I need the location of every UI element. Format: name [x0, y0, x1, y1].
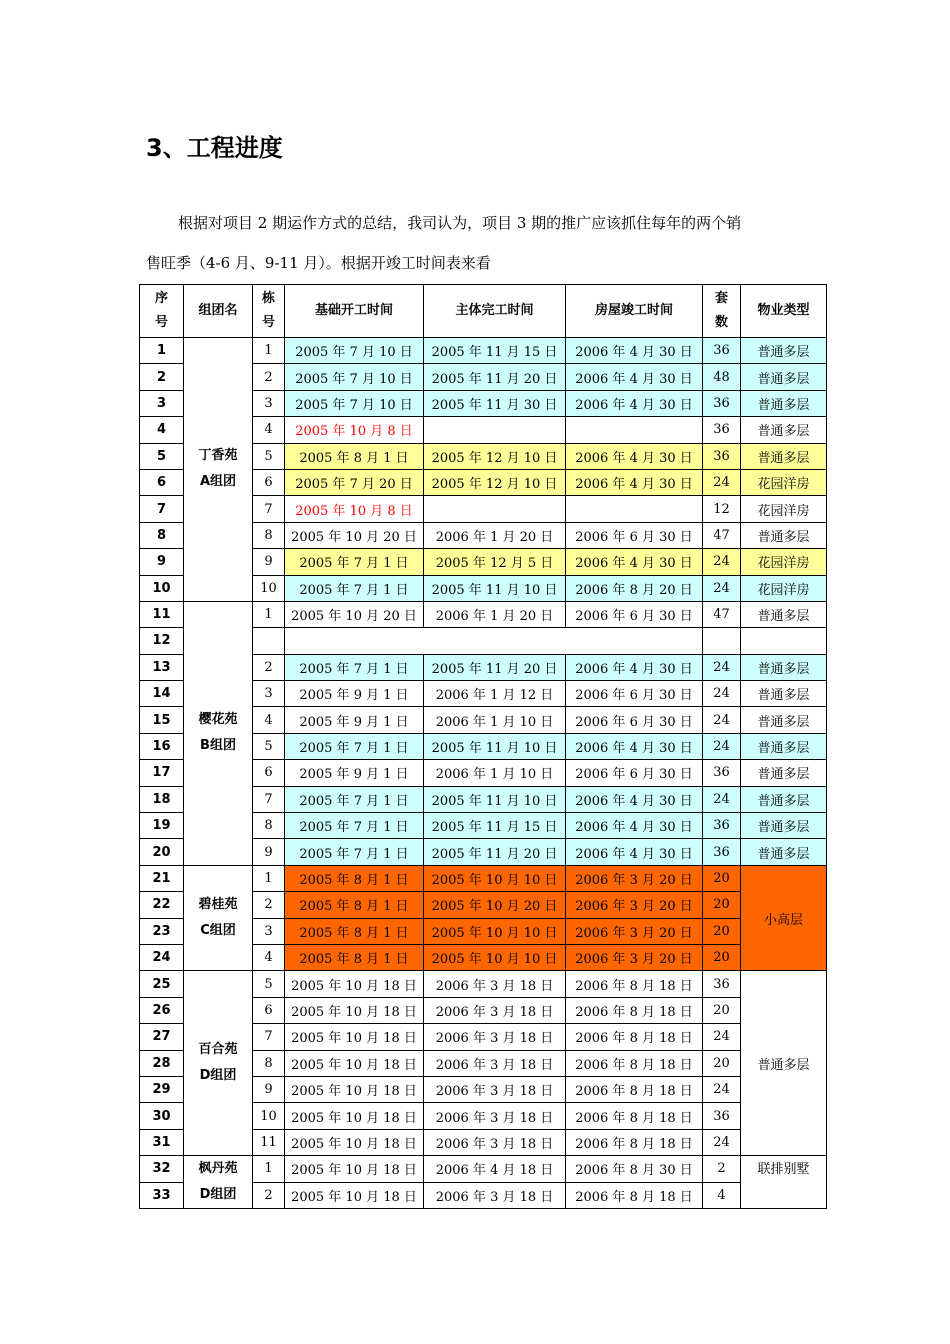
row-building: 9	[253, 1076, 285, 1102]
row-property-type: 普通多层	[741, 443, 827, 469]
row-foundation-date: 2005 年 10 月 20 日	[285, 522, 424, 548]
row-property-type: 普通多层	[741, 338, 827, 364]
row-units: 24	[703, 1129, 741, 1155]
row-building: 4	[253, 707, 285, 733]
row-structure-date: 2005 年 11 月 20 日	[424, 654, 566, 680]
row-building	[253, 628, 285, 654]
table-body	[140, 338, 827, 1209]
row-building: 2	[253, 892, 285, 918]
row-seq: 27	[140, 1024, 184, 1050]
row-units	[703, 628, 741, 654]
row-property-type: 普通多层	[741, 364, 827, 390]
row-units: 36	[703, 813, 741, 839]
row-foundation-date: 2005 年 10 月 18 日	[285, 997, 424, 1023]
row-units: 48	[703, 364, 741, 390]
row-units: 36	[703, 971, 741, 997]
row-foundation-date: 2005 年 10 月 18 日	[285, 1103, 424, 1129]
row-structure-date: 2006 年 4 月 18 日	[424, 1156, 566, 1183]
group-name: 丁香苑 A组团	[184, 338, 253, 602]
row-seq: 33	[140, 1182, 184, 1209]
row-structure-date: 2006 年 3 月 18 日	[424, 1182, 566, 1209]
row-building: 3	[253, 390, 285, 416]
row-units: 36	[703, 338, 741, 364]
row-seq: 11	[140, 601, 184, 627]
row-units: 36	[703, 417, 741, 443]
row-seq: 14	[140, 681, 184, 707]
row-foundation-date: 2005 年 10 月 18 日	[285, 1050, 424, 1076]
row-seq: 28	[140, 1050, 184, 1076]
table-row	[140, 338, 827, 364]
row-completion-date: 2006 年 4 月 30 日	[566, 549, 703, 575]
row-property-type: 普通多层	[741, 733, 827, 759]
row-foundation-date: 2005 年 10 月 18 日	[285, 1182, 424, 1209]
row-seq: 16	[140, 733, 184, 759]
row-completion-date	[566, 417, 703, 443]
row-building: 8	[253, 1050, 285, 1076]
row-building: 5	[253, 443, 285, 469]
row-completion-date: 2006 年 6 月 30 日	[566, 681, 703, 707]
row-units: 20	[703, 918, 741, 944]
row-foundation-date: 2005 年 10 月 18 日	[285, 1129, 424, 1155]
row-structure-date: 2006 年 1 月 12 日	[424, 681, 566, 707]
row-foundation-date: 2005 年 10 月 20 日	[285, 601, 424, 627]
row-foundation-date: 2005 年 7 月 10 日	[285, 390, 424, 416]
row-units: 24	[703, 549, 741, 575]
row-building: 10	[253, 1103, 285, 1129]
row-structure-date: 2005 年 11 月 15 日	[424, 813, 566, 839]
header-property-type: 物业类型	[741, 285, 827, 338]
table-header-row	[140, 285, 827, 338]
row-foundation-date: 2005 年 10 月 8 日	[285, 417, 424, 443]
row-units: 36	[703, 390, 741, 416]
row-units: 20	[703, 892, 741, 918]
row-structure-date: 2006 年 1 月 10 日	[424, 760, 566, 786]
row-building: 3	[253, 681, 285, 707]
row-units: 2	[703, 1156, 741, 1183]
row-seq: 19	[140, 813, 184, 839]
row-structure-date	[424, 417, 566, 443]
row-structure-date: 2005 年 11 月 30 日	[424, 390, 566, 416]
table-row	[140, 1156, 827, 1183]
row-building: 11	[253, 1129, 285, 1155]
row-seq: 1	[140, 338, 184, 364]
row-structure-date: 2006 年 3 月 18 日	[424, 971, 566, 997]
row-building: 3	[253, 918, 285, 944]
row-completion-date: 2006 年 4 月 30 日	[566, 813, 703, 839]
header-units: 套 数	[703, 285, 741, 338]
row-completion-date: 2006 年 3 月 20 日	[566, 918, 703, 944]
row-property-type: 普通多层	[741, 813, 827, 839]
header-completion: 房屋竣工时间	[566, 285, 703, 338]
row-building: 1	[253, 865, 285, 891]
row-structure-date: 2005 年 12 月 10 日	[424, 469, 566, 495]
row-foundation-date: 2005 年 9 月 1 日	[285, 760, 424, 786]
row-foundation-date: 2005 年 7 月 10 日	[285, 338, 424, 364]
row-property-type: 联排别墅	[741, 1156, 827, 1209]
row-completion-date: 2006 年 4 月 30 日	[566, 469, 703, 495]
row-structure-date: 2005 年 11 月 10 日	[424, 733, 566, 759]
row-structure-date: 2005 年 11 月 20 日	[424, 364, 566, 390]
table-row	[140, 971, 827, 997]
row-foundation-date: 2005 年 7 月 1 日	[285, 654, 424, 680]
row-structure-date: 2006 年 3 月 18 日	[424, 1076, 566, 1102]
row-structure-date: 2005 年 12 月 10 日	[424, 443, 566, 469]
row-building: 6	[253, 760, 285, 786]
row-seq: 32	[140, 1156, 184, 1183]
header-foundation: 基础开工时间	[285, 285, 424, 338]
row-units: 24	[703, 469, 741, 495]
row-completion-date	[566, 496, 703, 522]
header-group: 组团名	[184, 285, 253, 338]
row-structure-date: 2005 年 11 月 10 日	[424, 575, 566, 601]
row-units: 36	[703, 443, 741, 469]
row-seq: 25	[140, 971, 184, 997]
row-units: 36	[703, 1103, 741, 1129]
header-structure: 主体完工时间	[424, 285, 566, 338]
section-title: 3、工程进度	[146, 134, 283, 162]
row-seq: 17	[140, 760, 184, 786]
row-building: 1	[253, 338, 285, 364]
header-seq: 序 号	[140, 285, 184, 338]
row-seq: 24	[140, 944, 184, 970]
row-units: 24	[703, 681, 741, 707]
row-completion-date: 2006 年 6 月 30 日	[566, 522, 703, 548]
row-foundation-date: 2005 年 10 月 18 日	[285, 971, 424, 997]
row-property-type: 普通多层	[741, 786, 827, 812]
row-units: 24	[703, 1076, 741, 1102]
row-foundation-date: 2005 年 7 月 1 日	[285, 575, 424, 601]
row-property-type	[741, 628, 827, 654]
row-units: 24	[703, 654, 741, 680]
row-foundation-date: 2005 年 8 月 1 日	[285, 918, 424, 944]
row-foundation-date: 2005 年 7 月 1 日	[285, 813, 424, 839]
row-foundation-date: 2005 年 7 月 1 日	[285, 786, 424, 812]
row-building: 2	[253, 364, 285, 390]
row-building: 7	[253, 1024, 285, 1050]
row-units: 36	[703, 760, 741, 786]
row-foundation-date: 2005 年 8 月 1 日	[285, 443, 424, 469]
row-completion-date: 2006 年 4 月 30 日	[566, 338, 703, 364]
row-completion-date: 2006 年 8 月 30 日	[566, 1156, 703, 1183]
row-completion-date: 2006 年 6 月 30 日	[566, 707, 703, 733]
row-seq: 7	[140, 496, 184, 522]
row-seq: 30	[140, 1103, 184, 1129]
row-property-type: 普通多层	[741, 839, 827, 865]
row-seq: 26	[140, 997, 184, 1023]
row-property-type: 普通多层	[741, 654, 827, 680]
merged-property-type: 普通多层	[741, 971, 827, 1156]
row-completion-date: 2006 年 8 月 18 日	[566, 1103, 703, 1129]
row-structure-date: 2005 年 11 月 20 日	[424, 839, 566, 865]
row-property-type: 普通多层	[741, 760, 827, 786]
row-units: 20	[703, 1050, 741, 1076]
group-name: 樱花苑 B组团	[184, 601, 253, 865]
group-name: 百合苑 D组团	[184, 971, 253, 1156]
row-foundation-date: 2005 年 8 月 1 日	[285, 944, 424, 970]
row-completion-date: 2006 年 4 月 30 日	[566, 654, 703, 680]
row-seq: 12	[140, 628, 184, 654]
merged-property-type: 小高层	[741, 865, 827, 971]
row-property-type: 普通多层	[741, 707, 827, 733]
row-building: 1	[253, 1156, 285, 1183]
row-units: 20	[703, 865, 741, 891]
row-structure-date: 2005 年 11 月 15 日	[424, 338, 566, 364]
row-foundation-date: 2005 年 10 月 8 日	[285, 496, 424, 522]
row-seq: 9	[140, 549, 184, 575]
row-units: 36	[703, 839, 741, 865]
row-completion-date: 2006 年 4 月 30 日	[566, 786, 703, 812]
row-units: 47	[703, 522, 741, 548]
row-building: 10	[253, 575, 285, 601]
row-seq: 18	[140, 786, 184, 812]
row-completion-date: 2006 年 8 月 18 日	[566, 971, 703, 997]
row-building: 9	[253, 549, 285, 575]
row-property-type: 普通多层	[741, 417, 827, 443]
row-seq: 5	[140, 443, 184, 469]
row-completion-date: 2006 年 8 月 18 日	[566, 1076, 703, 1102]
row-structure-date: 2005 年 10 月 10 日	[424, 865, 566, 891]
row-building: 5	[253, 733, 285, 759]
row-completion-date: 2006 年 8 月 18 日	[566, 997, 703, 1023]
construction-schedule-table	[139, 284, 827, 1209]
row-building: 1	[253, 601, 285, 627]
row-seq: 10	[140, 575, 184, 601]
row-property-type: 普通多层	[741, 522, 827, 548]
row-foundation-date: 2005 年 7 月 1 日	[285, 549, 424, 575]
row-seq: 22	[140, 892, 184, 918]
row-structure-date: 2006 年 3 月 18 日	[424, 1050, 566, 1076]
row-property-type: 普通多层	[741, 681, 827, 707]
row-structure-date: 2006 年 3 月 18 日	[424, 1024, 566, 1050]
row-foundation-date: 2005 年 10 月 18 日	[285, 1156, 424, 1183]
row-seq: 13	[140, 654, 184, 680]
row-completion-date: 2006 年 4 月 30 日	[566, 443, 703, 469]
row-seq: 23	[140, 918, 184, 944]
row-foundation-date: 2005 年 9 月 1 日	[285, 681, 424, 707]
row-completion-date: 2006 年 8 月 18 日	[566, 1050, 703, 1076]
row-foundation-date: 2005 年 7 月 20 日	[285, 469, 424, 495]
header-building: 栋 号	[253, 285, 285, 338]
row-units: 24	[703, 575, 741, 601]
row-structure-date: 2006 年 1 月 20 日	[424, 522, 566, 548]
row-foundation-date: 2005 年 8 月 1 日	[285, 865, 424, 891]
row-units: 4	[703, 1182, 741, 1209]
row-units: 24	[703, 707, 741, 733]
intro-paragraph-line2: 售旺季（4-6 月、9-11 月）。根据开竣工时间表来看	[146, 254, 491, 272]
row-units: 20	[703, 997, 741, 1023]
row-completion-date: 2006 年 4 月 30 日	[566, 364, 703, 390]
row-building: 6	[253, 469, 285, 495]
row-seq: 3	[140, 390, 184, 416]
row-foundation-date: 2005 年 10 月 18 日	[285, 1024, 424, 1050]
row-property-type: 花园洋房	[741, 469, 827, 495]
row-seq: 20	[140, 839, 184, 865]
row-property-type: 普通多层	[741, 601, 827, 627]
row-completion-date: 2006 年 3 月 20 日	[566, 944, 703, 970]
row-property-type: 花园洋房	[741, 496, 827, 522]
row-building: 8	[253, 522, 285, 548]
row-structure-date: 2005 年 10 月 10 日	[424, 944, 566, 970]
row-units: 24	[703, 786, 741, 812]
row-units: 12	[703, 496, 741, 522]
row-foundation-date: 2005 年 7 月 1 日	[285, 733, 424, 759]
row-building: 2	[253, 654, 285, 680]
row-seq: 8	[140, 522, 184, 548]
row-building: 7	[253, 496, 285, 522]
row-seq: 4	[140, 417, 184, 443]
row-units: 24	[703, 733, 741, 759]
group-name: 枫丹苑 D组团	[184, 1156, 253, 1209]
row-foundation-date: 2005 年 7 月 10 日	[285, 364, 424, 390]
row-completion-date: 2006 年 8 月 18 日	[566, 1182, 703, 1209]
row-completion-date: 2006 年 4 月 30 日	[566, 390, 703, 416]
group-name: 碧桂苑 C组团	[184, 865, 253, 971]
row-building: 8	[253, 813, 285, 839]
row-seq: 2	[140, 364, 184, 390]
row-seq: 31	[140, 1129, 184, 1155]
row-structure-date: 2006 年 3 月 18 日	[424, 997, 566, 1023]
row-property-type: 花园洋房	[741, 549, 827, 575]
row-completion-date: 2006 年 3 月 20 日	[566, 865, 703, 891]
intro-paragraph-line1: 根据对项目 2 期运作方式的总结，我司认为，项目 3 期的推广应该抓住每年的两个销	[178, 214, 742, 232]
row-completion-date: 2006 年 4 月 30 日	[566, 733, 703, 759]
row-completion-date: 2006 年 3 月 20 日	[566, 892, 703, 918]
row-building: 4	[253, 944, 285, 970]
row-seq: 15	[140, 707, 184, 733]
row-structure-date: 2005 年 10 月 10 日	[424, 918, 566, 944]
row-structure-date: 2005 年 10 月 20 日	[424, 892, 566, 918]
row-building: 2	[253, 1182, 285, 1209]
row-foundation-date: 2005 年 9 月 1 日	[285, 707, 424, 733]
row-foundation-date: 2005 年 10 月 18 日	[285, 1076, 424, 1102]
row-units: 47	[703, 601, 741, 627]
row-property-type: 普通多层	[741, 390, 827, 416]
row-seq: 21	[140, 865, 184, 891]
row-structure-date: 2005 年 12 月 5 日	[424, 549, 566, 575]
row-building: 4	[253, 417, 285, 443]
row-building: 6	[253, 997, 285, 1023]
row-units: 20	[703, 944, 741, 970]
row-completion-date: 2006 年 6 月 30 日	[566, 760, 703, 786]
row-building: 9	[253, 839, 285, 865]
row-foundation-date: 2005 年 7 月 1 日	[285, 839, 424, 865]
row-building: 5	[253, 971, 285, 997]
row-building: 7	[253, 786, 285, 812]
row-completion-date: 2006 年 8 月 18 日	[566, 1129, 703, 1155]
row-completion-date: 2006 年 8 月 18 日	[566, 1024, 703, 1050]
table-row	[140, 865, 827, 891]
row-units: 24	[703, 1024, 741, 1050]
row-structure-date: 2006 年 3 月 18 日	[424, 1103, 566, 1129]
row-structure-date: 2006 年 1 月 10 日	[424, 707, 566, 733]
table-row	[140, 601, 827, 627]
row-completion-date: 2006 年 4 月 30 日	[566, 839, 703, 865]
row-structure-date	[424, 496, 566, 522]
row-structure-date: 2006 年 1 月 20 日	[424, 601, 566, 627]
row-structure-date: 2005 年 11 月 10 日	[424, 786, 566, 812]
row-seq: 29	[140, 1076, 184, 1102]
row-completion-date: 2006 年 6 月 30 日	[566, 601, 703, 627]
row-foundation-date: 2005 年 8 月 1 日	[285, 892, 424, 918]
row-empty	[285, 628, 703, 654]
row-property-type: 花园洋房	[741, 575, 827, 601]
row-structure-date: 2006 年 3 月 18 日	[424, 1129, 566, 1155]
row-completion-date: 2006 年 8 月 20 日	[566, 575, 703, 601]
row-seq: 6	[140, 469, 184, 495]
